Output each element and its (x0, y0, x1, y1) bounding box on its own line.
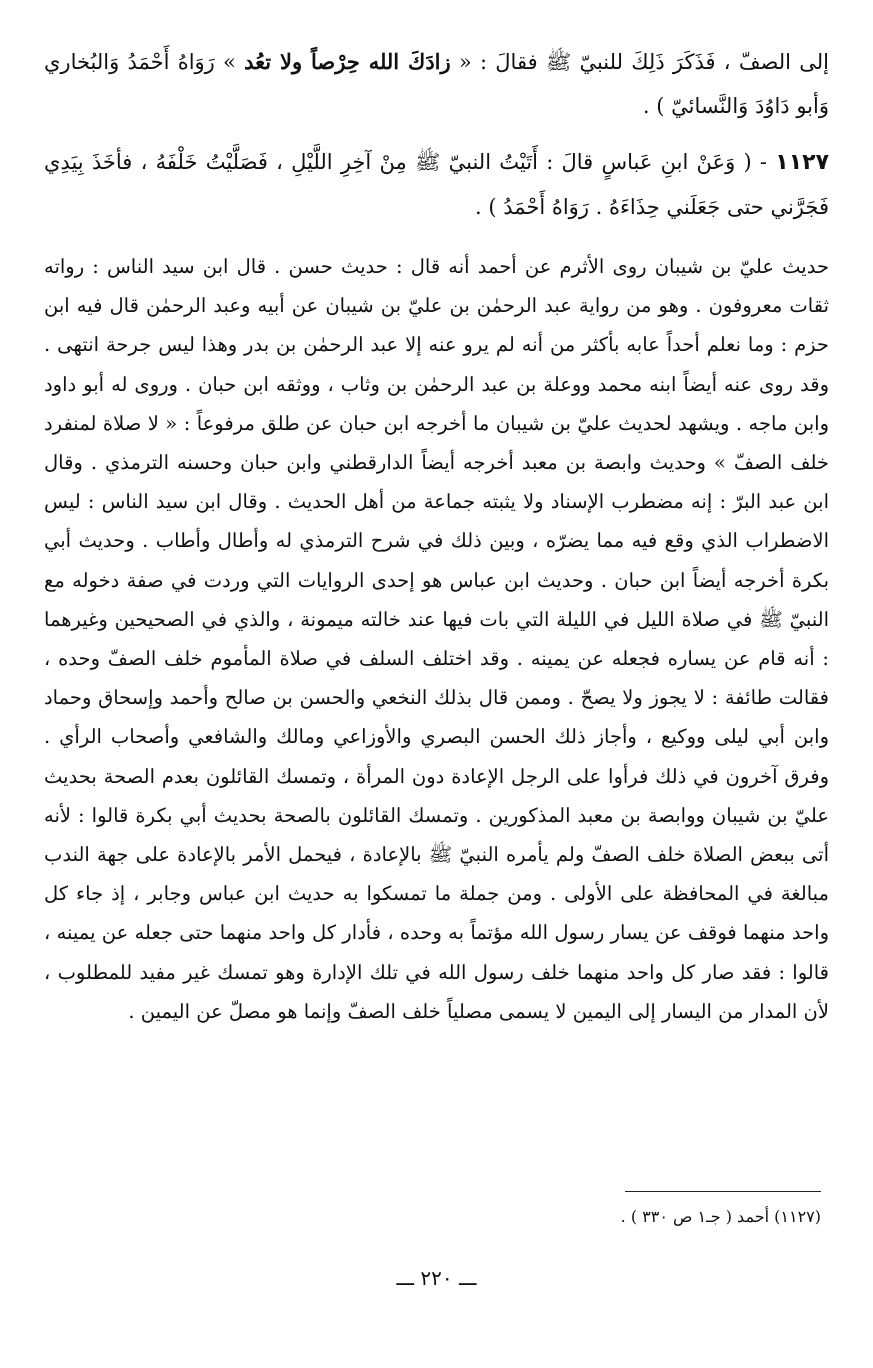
previous-hadith-text-end: » رَوَاهُ أَحْمَدُ وَالبُخاري وَأبو دَاوُدَ وَالنَّسائيّ ) . (44, 50, 829, 118)
footnote: (١١٢٧) أحمد ( جـ١ ص ٣٣٠ ) . (620, 1207, 821, 1226)
previous-hadith-text-start: إلى الصفّ ، فَذَكَرَ ذَلِكَ للنبيّ ﷺ فقالَ : « (450, 50, 829, 74)
page-body (44, 40, 829, 1031)
previous-hadith-ending (44, 40, 829, 128)
footnote-divider (625, 1191, 821, 1192)
prophet-quote: زادَكَ الله حِرْصاً ولا تعُد (244, 49, 451, 74)
hadith-section (44, 40, 829, 229)
page-number: ـــ ٢٢٠ ـــ (396, 1266, 477, 1290)
commentary-text: حديث عليّ بن شيبان روى الأثرم عن أحمد أنه قال : حديث حسن . قال ابن سيد الناس : رواته ثقات معروفون . وهو من رواية عبد الرحمٰن بن عليّ بن شيبان عن أبيه وعبد الرحمٰن قال فيه ابن حزم : وما نعلم أحداً عابه بأكثر من أنه لم يرو عنه إلا عبد الرحمٰن بن بدر وهذا ليس جرحة انتهى . وقد روى عنه أيضاً ابنه محمد ووعلة بن عبد الرحمٰن بن وثاب ، ووثقه ابن حبان . وروى له أبو داود وابن ماجه . ويشهد لحديث عليّ بن شيبان ما أخرجه ابن حبان عن طلق مرفوعاً : « لا صلاة لمنفرد خلف الصفّ » وحديث وابصة بن معبد أخرجه أيضاً الدارقطني وابن حبان وحسنه الترمذي . وقال ابن عبد البرّ : إنه مضطرب الإسناد ولا يثبته جماعة من أهل الحديث . وقال ابن سيد الناس : ليس الاضطراب الذي وقع فيه مما يضرّه ، وبين ذلك في شرح الترمذي له وأطال وأطاب . وحديث أبي بكرة أخرجه أيضاً ابن حبان . وحديث ابن عباس هو إحدى الروايات التي وردت في صفة دخوله مع النبيّ ﷺ في صلاة الليل في الليلة التي بات فيها عند خالته ميمونة ، والذي في الصحيحين وغيرهما : أنه قام عن يساره فجعله عن يمينه . وقد اختلف السلف في صلاة المأموم خلف الصفّ وحده ، فقالت طائفة : لا يجوز ولا يصحّ . وممن قال بذلك النخعي والحسن بن صالح وأحمد وإسحاق وحماد وابن أبي ليلى ووكيع ، وأجاز ذلك الحسن البصري والأوزاعي ومالك والشافعي وأصحاب الرأي . وفرق آخرون في ذلك فرأوا على الرجل الإعادة دون المرأة ، وتمسك القائلون بعدم الصحة بحديث عليّ بن شيبان ووابصة بن معبد المذكورين . وتمسك القائلون بالصحة بحديث أبي بكرة قالوا : لأنه أتى ببعض الصلاة خلف الصفّ ولم يأمره النبيّ ﷺ بالإعادة ، فيحمل الأمر بالإعادة على جهة الندب مبالغة في المحافظة على الأولى . ومن جملة ما تمسكوا به حديث ابن عباس وجابر ، إذ جاء كل واحد منهما فوقف عن يسار رسول الله مؤتماً به وحده ، فأدار كل واحد منهما حتى جعله عن يمينه ، قالوا : فقد صار كل واحد منهما خلف رسول الله في تلك الإدارة وهو تمسك غير مفيد للمطلوب ، لأن المدار من اليسار إلى اليمين لا يسمى مصلياً خلف الصفّ وإنما هو مصلّ عن اليمين . (44, 255, 829, 1023)
hadith-number: ١١٢٧ (775, 150, 830, 175)
commentary-section (44, 247, 829, 1031)
hadith-text: - ( وَعَنْ ابنِ عَباسٍ قالَ : أَتَيْتُ النبيّ ﷺ مِنْ آخِرِ اللَّيْلِ ، فَصَلَّيْتُ خَلْفَهُ ، فأخَذَ بِيَدِي فَجَرَّني حتى جَعَلَني حِذَاءَهُ . رَوَاهُ أَحْمَدُ ) . (44, 150, 829, 219)
hadith-1127 (44, 140, 829, 229)
